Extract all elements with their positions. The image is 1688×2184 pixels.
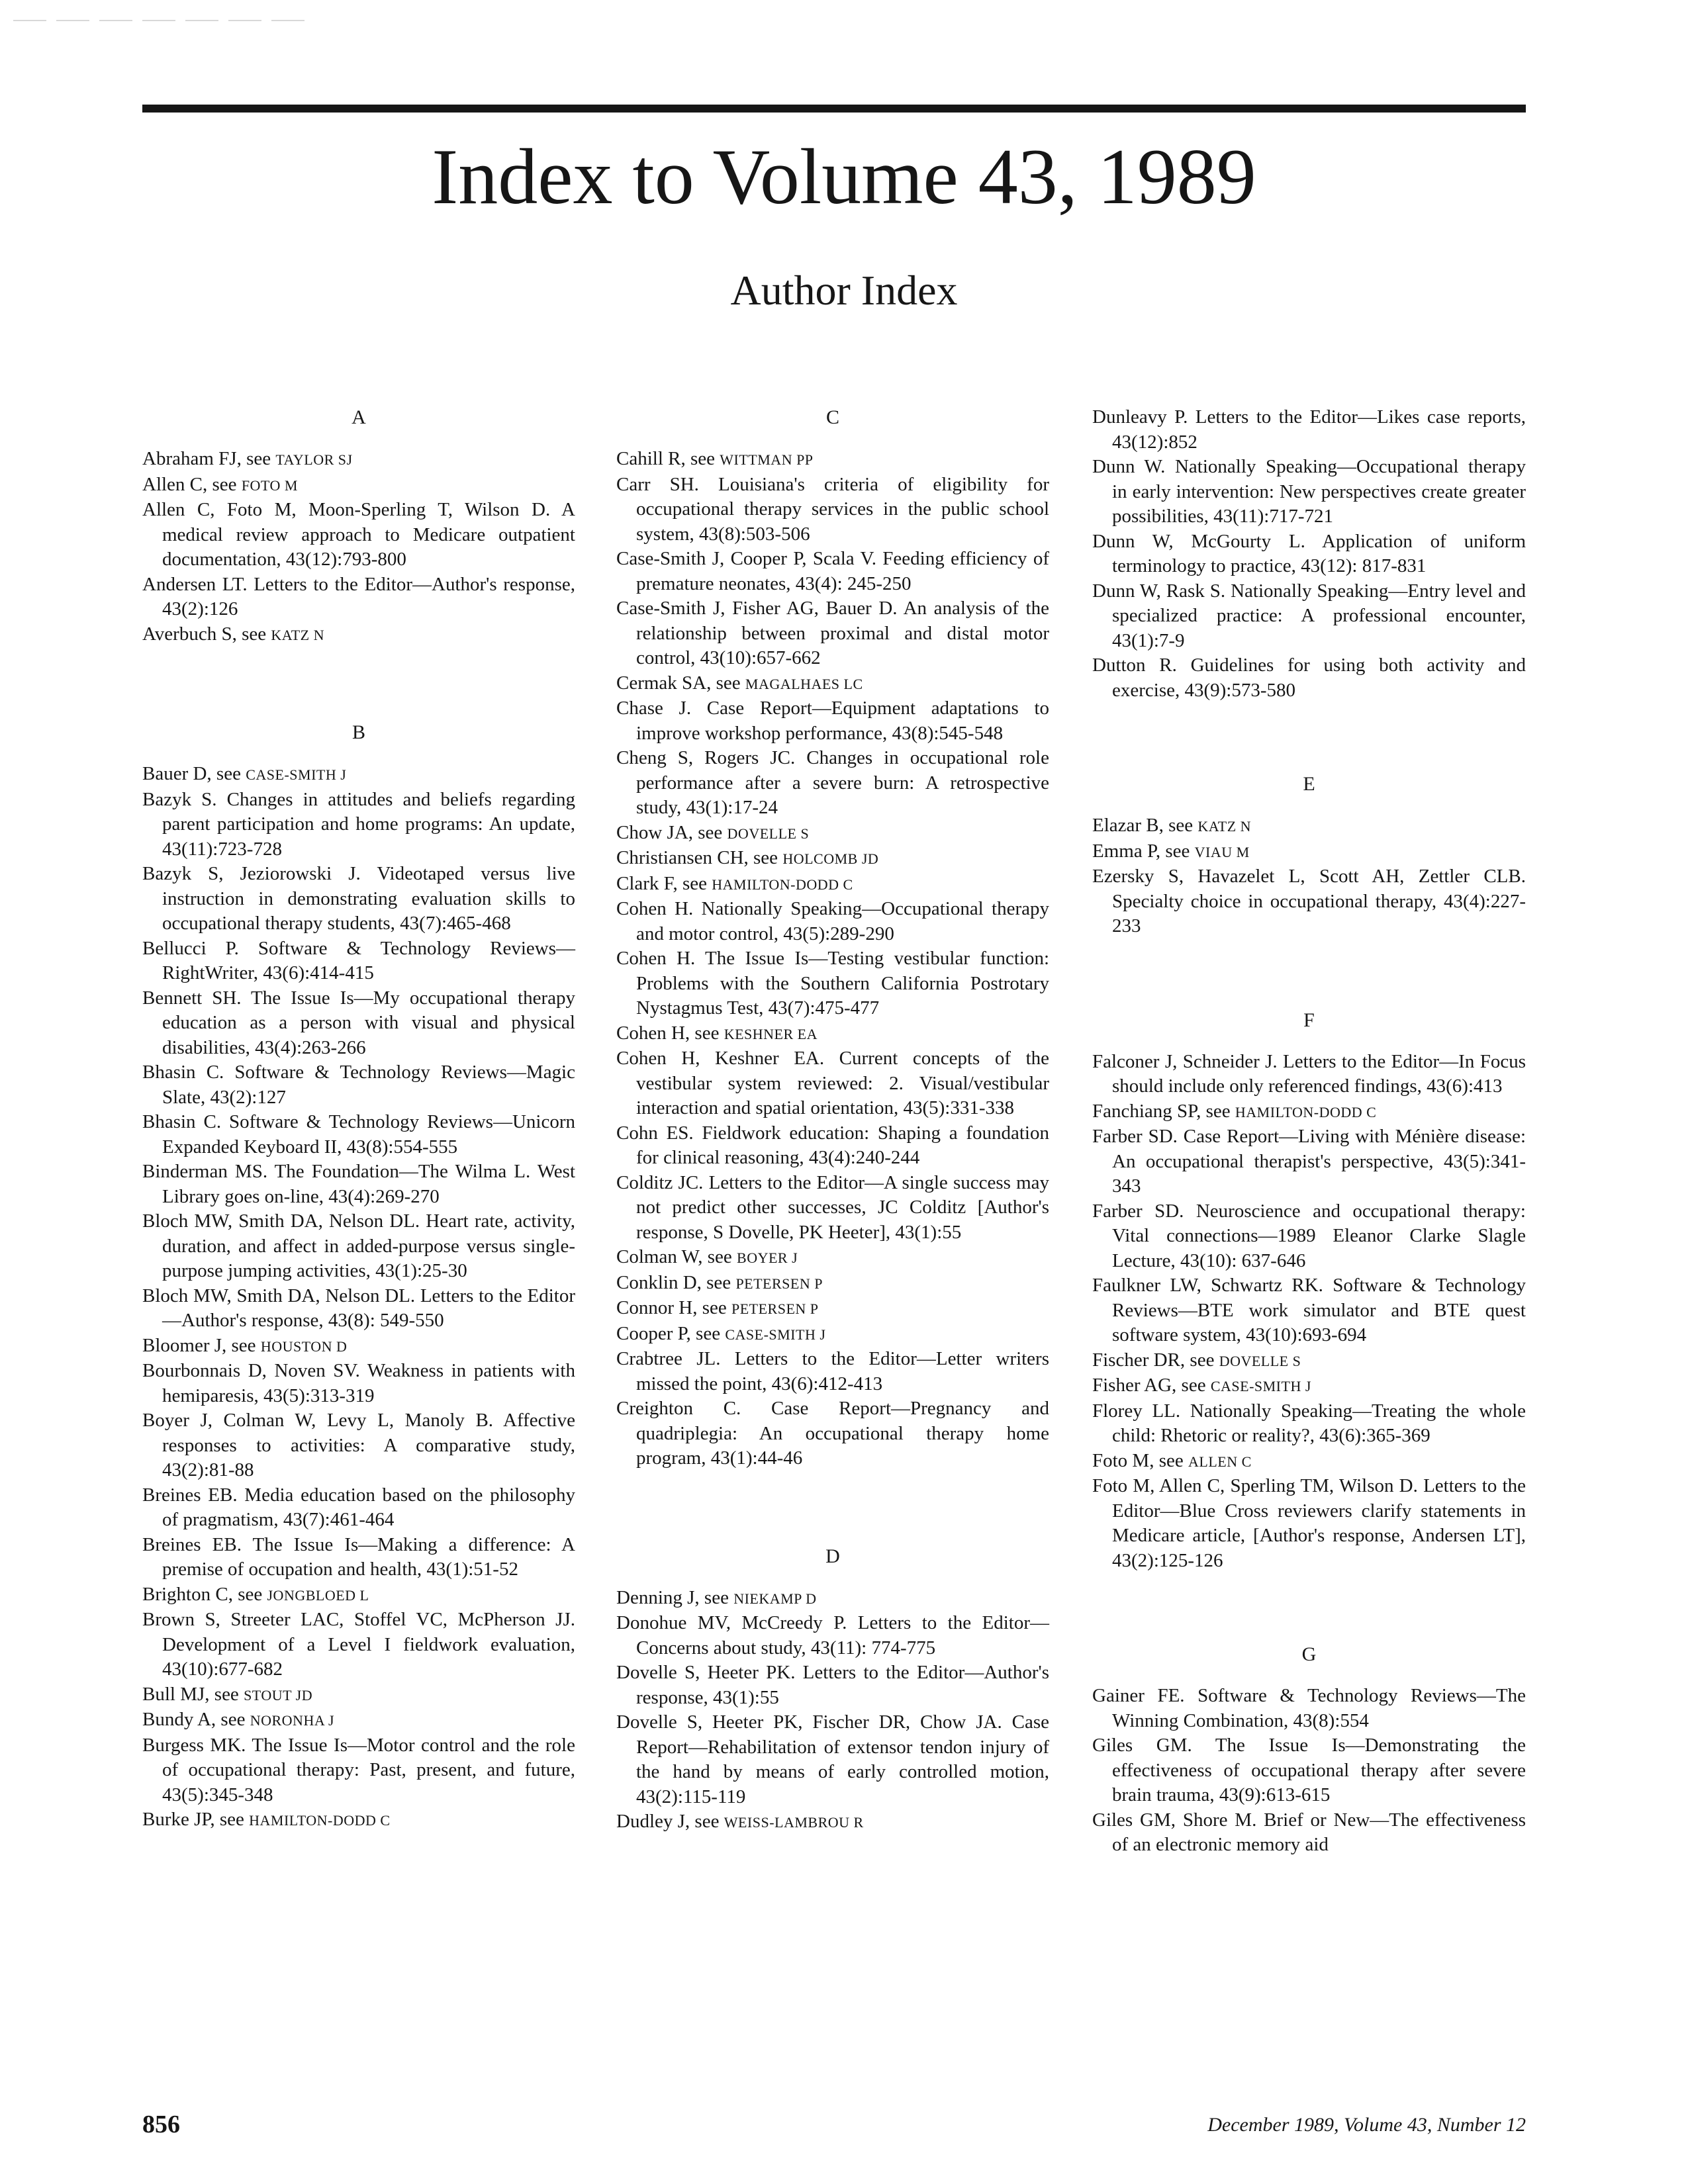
section-letter: E — [1303, 773, 1315, 795]
index-section — [142, 405, 575, 647]
entry-text: Cohn ES. Fieldwork education: Shaping a foundation for clinical reasoning, 43(4):240-244 — [616, 1122, 1049, 1168]
index-entry — [1092, 653, 1526, 703]
index-entry — [142, 1110, 575, 1160]
entry-text: Case-Smith J, Fisher AG, Bauer D. An analysis of the relationship between proximal and distal motor control, 43(10):657-662 — [616, 598, 1049, 668]
index-entry — [142, 1160, 575, 1209]
index-entry — [1092, 579, 1526, 654]
cross-reference: DOVELLE S — [727, 825, 810, 842]
index-entry — [142, 1733, 575, 1808]
entry-text: Burke JP, see — [142, 1809, 250, 1830]
entry-text: Brown S, Streeter LAC, Stoffel VC, McPherson JJ. Development of a Level I fieldwork evaluation, 43(10):677-682 — [142, 1609, 575, 1680]
cross-reference: ALLEN C — [1188, 1453, 1252, 1470]
entry-text: Dunn W. Nationally Speaking—Occupational therapy in early intervention: New perspectives create greater possibilities, 43(11):717-721 — [1092, 456, 1526, 527]
entry-text: Florey LL. Nationally Speaking—Treating the whole child: Rhetoric or reality?, 43(6):365-369 — [1092, 1400, 1526, 1446]
index-entry — [616, 1710, 1049, 1809]
entry-text: Ezersky S, Havazelet L, Scott AH, Zettler CLB. Specialty choice in occupational therapy, 43(4):227-233 — [1092, 866, 1526, 936]
cross-reference: BOYER J — [737, 1250, 798, 1266]
index-entry — [142, 447, 575, 473]
issue-info: December 1989, Volume 43, Number 12 — [1207, 2114, 1526, 2136]
section-letter: F — [1303, 1009, 1315, 1031]
cross-reference: CASE-SMITH J — [725, 1326, 826, 1343]
entry-text: Cermak SA, see — [616, 672, 745, 694]
entry-text: Clark F, see — [616, 872, 712, 894]
entry-text: Dunn W, McGourty L. Application of uniform terminology to practice, 43(12): 817-831 — [1092, 530, 1526, 576]
cross-reference: NORONHA J — [250, 1712, 335, 1729]
index-entry — [1092, 405, 1526, 455]
index-entry — [616, 1245, 1049, 1271]
index-entry — [616, 596, 1049, 671]
index-column-1 — [142, 405, 575, 1833]
index-entry — [1092, 839, 1526, 865]
entry-text: Bhasin C. Software & Technology Reviews—Unicorn Expanded Keyboard II, 43(8):554-555 — [142, 1111, 575, 1158]
index-entry — [142, 1582, 575, 1608]
index-entry — [142, 1284, 575, 1334]
entry-text: Elazar B, see — [1092, 815, 1198, 836]
entry-text: Bundy A, see — [142, 1709, 250, 1730]
index-entry — [616, 746, 1049, 821]
index-entry — [1092, 529, 1526, 579]
entry-text: Breines EB. Media education based on the philosophy of pragmatism, 43(7):461-464 — [142, 1484, 575, 1530]
index-entry — [142, 498, 575, 572]
index-entry — [616, 547, 1049, 596]
index-entry — [1092, 864, 1526, 939]
entry-text: Cooper P, see — [616, 1322, 726, 1344]
cross-reference: HAMILTON-DODD C — [1235, 1103, 1377, 1120]
cross-reference: KESHNER EA — [724, 1025, 818, 1042]
header-rule — [142, 105, 1526, 113]
index-entry — [142, 622, 575, 648]
index-entry — [1092, 455, 1526, 529]
cross-reference: PETERSEN P — [735, 1275, 823, 1292]
index-entry — [142, 1209, 575, 1284]
index-entry — [1092, 1099, 1526, 1125]
entry-text: Cahill R, see — [616, 448, 720, 469]
cross-reference: HOLCOMB JD — [782, 850, 879, 867]
entry-text: Brighton C, see — [142, 1583, 267, 1605]
index-section — [616, 405, 1049, 1471]
index-entry — [1092, 1449, 1526, 1475]
entry-text: Bazyk S, Jeziorowski J. Videotaped versus live instruction in demonstrating evaluation skills to occupational therapy students, 43(7):465-468 — [142, 863, 575, 934]
entry-text: Fanchiang SP, see — [1092, 1100, 1235, 1122]
entry-text: Breines EB. The Issue Is—Making a difference: A premise of occupation and health, 43(1):51-52 — [142, 1533, 575, 1580]
index-entry — [616, 1171, 1049, 1246]
index-entry — [616, 447, 1049, 473]
entry-text: Averbuch S, see — [142, 623, 271, 645]
index-entry — [616, 1586, 1049, 1612]
entry-text: Christiansen CH, see — [616, 847, 783, 868]
entry-text: Cohen H. The Issue Is—Testing vestibular function: Problems with the Southern California Postrotary Nystagmus Test, 43(7):475-477 — [616, 948, 1049, 1019]
section-letter: D — [825, 1545, 840, 1567]
index-entry — [142, 1359, 575, 1408]
entry-text: Cheng S, Rogers JC. Changes in occupational role performance after a severe burn: A retrospective study, 43(1):17-24 — [616, 747, 1049, 818]
cross-reference: DOVELLE S — [1219, 1352, 1301, 1369]
entry-text: Allen C, see — [142, 473, 242, 495]
index-entry — [1092, 1808, 1526, 1858]
entry-text: Abraham FJ, see — [142, 448, 276, 469]
cross-reference: JONGBLOED L — [267, 1586, 369, 1604]
entry-text: Giles GM, Shore M. Brief or New—The effectiveness of an electronic memory aid — [1092, 1809, 1526, 1855]
entry-text: Dudley J, see — [616, 1811, 724, 1832]
entry-text: Case-Smith J, Cooper P, Scala V. Feeding efficiency of premature neonates, 43(4): 245-250 — [616, 548, 1049, 594]
index-entry — [616, 846, 1049, 872]
entry-text: Binderman MS. The Foundation—The Wilma L. West Library goes on-line, 43(4):269-270 — [142, 1161, 575, 1207]
index-entry — [616, 696, 1049, 746]
index-entry — [142, 936, 575, 986]
index-entry — [616, 897, 1049, 946]
index-entry — [616, 473, 1049, 547]
index-entry — [1092, 813, 1526, 839]
index-entry — [616, 1296, 1049, 1322]
entry-text: Emma P, see — [1092, 840, 1195, 862]
index-entry — [1092, 1733, 1526, 1808]
page-title: Index to Volume 43, 1989 — [432, 132, 1256, 220]
index-section — [1092, 1642, 1526, 1858]
entry-text: Farber SD. Neuroscience and occupational therapy: Vital connections—1989 Eleanor Clarke Slagle Lecture, 43(10): 637-646 — [1092, 1200, 1526, 1271]
section-letter: G — [1301, 1643, 1317, 1665]
cross-reference: NIEKAMP D — [733, 1590, 817, 1607]
cross-reference: PETERSEN P — [731, 1300, 819, 1317]
index-entry — [616, 1121, 1049, 1171]
section-letter: A — [352, 406, 366, 428]
index-entry — [1092, 1684, 1526, 1733]
index-entry — [616, 1396, 1049, 1471]
index-entry — [142, 862, 575, 936]
index-entry — [1092, 1273, 1526, 1348]
entry-text: Faulkner LW, Schwartz RK. Software & Technology Reviews—BTE work simulator and BTE quest software system, 43(10):693-694 — [1092, 1275, 1526, 1345]
index-entry — [142, 1060, 575, 1110]
entry-text: Dunn W, Rask S. Nationally Speaking—Entry level and specialized practice: A professional encounter, 43(1):7-9 — [1092, 580, 1526, 651]
entry-text: Crabtree JL. Letters to the Editor—Letter writers missed the point, 43(6):412-413 — [616, 1348, 1049, 1394]
entry-text: Farber SD. Case Report—Living with Ménière disease: An occupational therapist's perspective, 43(5):341-343 — [1092, 1126, 1526, 1197]
index-entry — [1092, 1373, 1526, 1399]
index-entry — [142, 788, 575, 862]
index-entry — [616, 1322, 1049, 1347]
cross-reference: HOUSTON D — [260, 1338, 348, 1355]
index-entry — [616, 1347, 1049, 1396]
entry-text: Falconer J, Schneider J. Letters to the Editor—In Focus should include only referenced findings, 43(6):413 — [1092, 1050, 1526, 1097]
entry-text: Bourbonnais D, Noven SV. Weakness in patients with hemiparesis, 43(5):313-319 — [142, 1360, 575, 1406]
index-entry — [616, 1271, 1049, 1297]
entry-text: Burgess MK. The Issue Is—Motor control and the role of occupational therapy: Past, present, and future, 43(5):345-348 — [142, 1734, 575, 1805]
section-letter: C — [825, 406, 839, 428]
index-entry — [142, 1608, 575, 1682]
entry-text: Bloomer J, see — [142, 1334, 261, 1356]
cross-reference: WITTMAN PP — [720, 451, 814, 468]
index-entry — [616, 1661, 1049, 1710]
index-section — [1092, 405, 1526, 703]
index-entry — [142, 762, 575, 788]
entry-text: Dovelle S, Heeter PK. Letters to the Editor—Author's response, 43(1):55 — [616, 1662, 1049, 1708]
index-entry — [1092, 1474, 1526, 1573]
entry-text: Connor H, see — [616, 1297, 731, 1318]
cross-reference: KATZ N — [271, 626, 324, 643]
entry-text: Creighton C. Case Report—Pregnancy and quadriplegia: An occupational therapy home program, 43(1):44-46 — [616, 1398, 1049, 1469]
entry-text: Denning J, see — [616, 1586, 734, 1608]
index-entry — [616, 1021, 1049, 1047]
entry-text: Gainer FE. Software & Technology Reviews—The Winning Combination, 43(8):554 — [1092, 1685, 1526, 1731]
index-entry — [616, 1809, 1049, 1835]
entry-text: Donohue MV, McCreedy P. Letters to the Editor—Concerns about study, 43(11): 774-775 — [616, 1612, 1049, 1659]
index-entry — [616, 671, 1049, 697]
entry-text: Chase J. Case Report—Equipment adaptations to improve workshop performance, 43(8):545-548 — [616, 698, 1049, 744]
cross-reference: WEISS-LAMBROU R — [724, 1814, 864, 1831]
entry-text: Dunleavy P. Letters to the Editor—Likes case reports, 43(12):852 — [1092, 406, 1526, 453]
entry-text: Dutton R. Guidelines for using both activity and exercise, 43(9):573-580 — [1092, 655, 1526, 701]
page-number: 856 — [142, 2111, 180, 2138]
entry-text: Carr SH. Louisiana's criteria of eligibility for occupational therapy services in the public school system, 43(8):503-506 — [616, 473, 1049, 545]
entry-text: Chow JA, see — [616, 821, 727, 843]
entry-text: Bennett SH. The Issue Is—My occupational therapy education as a person with visual and physical disabilities, 43(4):263-266 — [142, 987, 575, 1058]
cross-reference: MAGALHAES LC — [745, 675, 863, 692]
index-entry — [1092, 1199, 1526, 1274]
entry-text: Bazyk S. Changes in attitudes and beliefs regarding parent participation and home programs: An update, 43(11):723-728 — [142, 788, 575, 860]
cross-reference: STOUT JD — [244, 1686, 313, 1704]
entry-text: Cohen H, Keshner EA. Current concepts of the vestibular system reviewed: 2. Visual/vestibular interaction and spatial orientation, 43(5):331-338 — [616, 1048, 1049, 1118]
index-entry — [1092, 1348, 1526, 1374]
index-entry — [142, 473, 575, 498]
index-column-3 — [1092, 405, 1526, 1858]
entry-text: Foto M, Allen C, Sperling TM, Wilson D. Letters to the Editor—Blue Cross reviewers clarify statements in Medicare article, [Author's response, Andersen LT], 43(2):125-126 — [1092, 1475, 1526, 1571]
entry-text: Giles GM. The Issue Is—Demonstrating the effectiveness of occupational therapy after severe brain trauma, 43(9):613-615 — [1092, 1735, 1526, 1805]
index-entry — [616, 1611, 1049, 1661]
entry-text: Bloch MW, Smith DA, Nelson DL. Heart rate, activity, duration, and affect in added-purpose versus single-purpose jumping activities, 43(1):25-30 — [142, 1210, 575, 1281]
cross-reference: HAMILTON-DODD C — [712, 876, 853, 893]
index-entry — [1092, 1050, 1526, 1099]
index-entry — [1092, 1124, 1526, 1199]
index-entry — [142, 1483, 575, 1533]
entry-text: Fisher AG, see — [1092, 1375, 1211, 1396]
index-section — [1092, 772, 1526, 939]
entry-text: Boyer J, Colman W, Levy L, Manoly B. Affective responses to activities: A comparative study, 43(2):81-88 — [142, 1410, 575, 1480]
cross-reference: FOTO M — [241, 477, 298, 494]
section-letter: B — [352, 721, 365, 743]
entry-text: Dovelle S, Heeter PK, Fischer DR, Chow JA. Case Report—Rehabilitation of extensor tendon injury of the hand by means of early controlled motion, 43(2):115-119 — [616, 1711, 1049, 1807]
entry-text: Fischer DR, see — [1092, 1349, 1219, 1371]
entry-text: Foto M, see — [1092, 1449, 1188, 1471]
index-entry — [142, 1334, 575, 1359]
index-entry — [1092, 1399, 1526, 1449]
entry-text: Conklin D, see — [616, 1271, 736, 1293]
entry-text: Cohen H. Nationally Speaking—Occupational therapy and motor control, 43(5):289-290 — [616, 898, 1049, 944]
cross-reference: HAMILTON-DODD C — [249, 1812, 391, 1829]
index-entry — [616, 1046, 1049, 1121]
entry-text: Andersen LT. Letters to the Editor—Author's response, 43(2):126 — [142, 573, 575, 619]
index-entry — [616, 872, 1049, 897]
entry-text: Colman W, see — [616, 1246, 737, 1267]
index-section — [1092, 1008, 1526, 1574]
index-section — [616, 1544, 1049, 1835]
entry-text: Bhasin C. Software & Technology Reviews—Magic Slate, 43(2):127 — [142, 1062, 575, 1108]
index-entry — [142, 1533, 575, 1582]
cross-reference: TAYLOR SJ — [275, 451, 353, 468]
entry-text: Cohen H, see — [616, 1022, 724, 1044]
index-entry — [142, 1707, 575, 1733]
cross-reference: KATZ N — [1197, 818, 1252, 835]
index-entry — [142, 1682, 575, 1708]
index-entry — [142, 986, 575, 1061]
cross-reference: VIAU M — [1194, 843, 1250, 860]
index-entry — [142, 1408, 575, 1483]
index-entry — [142, 572, 575, 622]
entry-text: Colditz JC. Letters to the Editor—A single success may not predict other successes, JC Colditz [Author's response, S Dovelle, PK Heeter], 43(1):55 — [616, 1171, 1049, 1243]
index-entry — [142, 1807, 575, 1833]
cross-reference: CASE-SMITH J — [246, 766, 347, 783]
entry-text: Bellucci P. Software & Technology Reviews—RightWriter, 43(6):414-415 — [142, 937, 575, 983]
entry-text: Bull MJ, see — [142, 1683, 244, 1705]
entry-text: Allen C, Foto M, Moon-Sperling T, Wilson D. A medical review approach to Medicare outpatient documentation, 43(12):793-800 — [142, 499, 575, 570]
index-entry — [616, 946, 1049, 1021]
index-entry — [616, 821, 1049, 846]
entry-text: Bloch MW, Smith DA, Nelson DL. Letters to the Editor—Author's response, 43(8): 549-550 — [142, 1285, 575, 1331]
index-section — [142, 720, 575, 1833]
entry-text: Bauer D, see — [142, 763, 246, 784]
cross-reference: CASE-SMITH J — [1210, 1378, 1311, 1394]
scan-artifact — [13, 20, 305, 21]
section-subtitle: Author Index — [730, 267, 958, 314]
index-column-2 — [616, 405, 1049, 1835]
